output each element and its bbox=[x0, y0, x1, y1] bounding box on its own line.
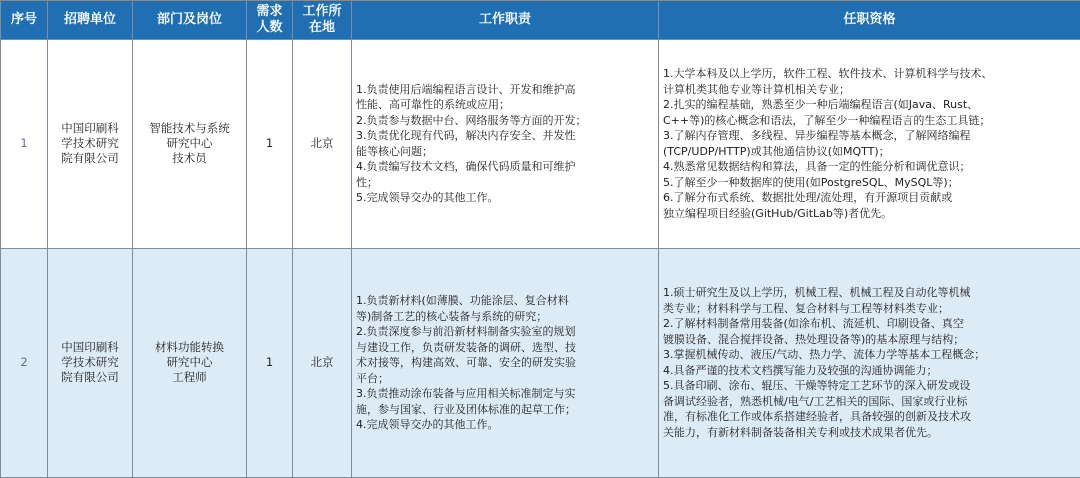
duty-line: 等)制备工艺的核心装备与系统的研究； bbox=[356, 309, 548, 323]
table-row bbox=[1, 248, 1080, 477]
duty-line: 4.完成领导交办的其他工作。 bbox=[356, 418, 499, 432]
header-idx: 序号 bbox=[1, 1, 48, 40]
duty-line: 性； bbox=[356, 175, 378, 189]
duty-line: 1.负责使用后端编程语言设计、开发和维护高 bbox=[356, 82, 576, 96]
header-duties: 工作职责 bbox=[352, 1, 659, 40]
row-location: 北京 bbox=[293, 40, 352, 249]
duty-line: 平台； bbox=[356, 371, 389, 385]
qualification-line: 3.了解内存管理、多线程、异步编程等基本概念，了解网络编程 bbox=[663, 129, 971, 143]
qualification-line: 独立编程项目经验(GitHub/GitLab等)者优先。 bbox=[663, 206, 893, 220]
qualification-line: 4.具备严谨的技术文档撰写能力及较强的沟通协调能力； bbox=[663, 363, 938, 377]
row-dept: 智能技术与系统 研究中心 技术员 bbox=[133, 40, 247, 249]
row-count: 1 bbox=[247, 40, 293, 249]
qualification-line: 镀膜设备、混合搅拌设备、热处理设备等)的基本原理与结构； bbox=[663, 332, 965, 346]
qualification-line: (TCP/UDP/HTTP)或其他通信协议(如MQTT)； bbox=[663, 144, 890, 158]
header-location: 工作所 在地 bbox=[293, 1, 352, 40]
qualification-line: 备调试经验者，熟悉机械/电气/工艺相关的国际、国家或行业标 bbox=[663, 394, 968, 408]
header-qualifications: 任职资格 bbox=[659, 1, 1080, 40]
qualification-line: 5.具备印刷、涂布、辊压、干燥等特定工艺环节的深入研发或设 bbox=[663, 379, 971, 393]
row-qualifications bbox=[659, 248, 1080, 477]
qualification-line: 计算机类其他专业等计算机相关专业； bbox=[663, 82, 850, 96]
row-count: 1 bbox=[247, 248, 293, 477]
qualification-line: 关能力，有新材料制备装备相关专利或技术成果者优先。 bbox=[663, 425, 938, 439]
qualification-line: 2.了解材料制备常用装备(如涂布机、流延机、印刷设备、真空 bbox=[663, 317, 964, 331]
row-location: 北京 bbox=[293, 248, 352, 477]
qualification-line: 2.扎实的编程基础，熟悉至少一种后端编程语言(如Java、Rust、 bbox=[663, 98, 979, 112]
qualification-line: 3.掌握机械传动、液压/气动、热力学、流体力学等基本工程概念； bbox=[663, 348, 986, 362]
qualification-line: 4.熟悉常见数据结构和算法，具备一定的性能分析和调优意识； bbox=[663, 160, 971, 174]
duty-line: 能等核心问题； bbox=[356, 144, 433, 158]
row-unit: 中国印刷科 学技术研究 院有限公司 bbox=[48, 40, 133, 249]
duty-line: 与建设工作，负责研发装备的调研、选型、技 bbox=[356, 340, 576, 354]
qualification-line: 6.了解分布式系统、数据批处理/流处理，有开源项目贡献或 bbox=[663, 191, 953, 205]
header-row bbox=[1, 1, 1080, 40]
qualification-line: 1.大学本科及以上学历，软件工程、软件技术、计算机科学与技术、 bbox=[663, 67, 993, 81]
duty-line: 3.负责优化现有代码，解决内存安全、并发性 bbox=[356, 129, 576, 143]
duty-line: 4.负责编写技术文档，确保代码质量和可维护 bbox=[356, 160, 576, 174]
duty-line: 2.负责深度参与前沿新材料制备实验室的规划 bbox=[356, 325, 576, 339]
duty-line: 性能、高可靠性的系统或应用； bbox=[356, 98, 510, 112]
row-idx: 2 bbox=[1, 248, 48, 477]
row-duties bbox=[352, 248, 659, 477]
row-duties bbox=[352, 40, 659, 249]
qualification-line: 1.硕士研究生及以上学历，机械工程、机械工程及自动化等机械 bbox=[663, 286, 971, 300]
header-unit: 招聘单位 bbox=[48, 1, 133, 40]
duty-line: 1.负责新材料(如薄膜、功能涂层、复合材料 bbox=[356, 294, 569, 308]
row-qualifications bbox=[659, 40, 1080, 249]
table-row bbox=[1, 40, 1080, 249]
header-dept: 部门及岗位 bbox=[133, 1, 247, 40]
row-unit: 中国印刷科 学技术研究 院有限公司 bbox=[48, 248, 133, 477]
duty-line: 施，参与国家、行业及团体标准的起草工作； bbox=[356, 402, 576, 416]
row-idx: 1 bbox=[1, 40, 48, 249]
qualification-line: 类专业；材料科学与工程、复合材料与工程等材料类专业； bbox=[663, 301, 949, 315]
duty-line: 3.负责推动涂布装备与应用相关标准制定与实 bbox=[356, 387, 576, 401]
duty-line: 2.负责参与数据中台、网络服务等方面的开发； bbox=[356, 113, 587, 127]
qualification-line: C++等)的核心概念和语法，了解至少一种编程语言的生态工具链； bbox=[663, 113, 991, 127]
duty-line: 术对接等，构建高效、可靠、安全的研发实验 bbox=[356, 356, 576, 370]
duty-line: 5.完成领导交办的其他工作。 bbox=[356, 191, 499, 205]
row-dept: 材料功能转换 研究中心 工程师 bbox=[133, 248, 247, 477]
header-count: 需求 人数 bbox=[247, 1, 293, 40]
qualification-line: 5.了解至少一种数据库的使用(如PostgreSQL、MySQL等)； bbox=[663, 175, 959, 189]
qualification-line: 准，有标准化工作或体系搭建经验者，具备较强的创新及技术攻 bbox=[663, 410, 971, 424]
